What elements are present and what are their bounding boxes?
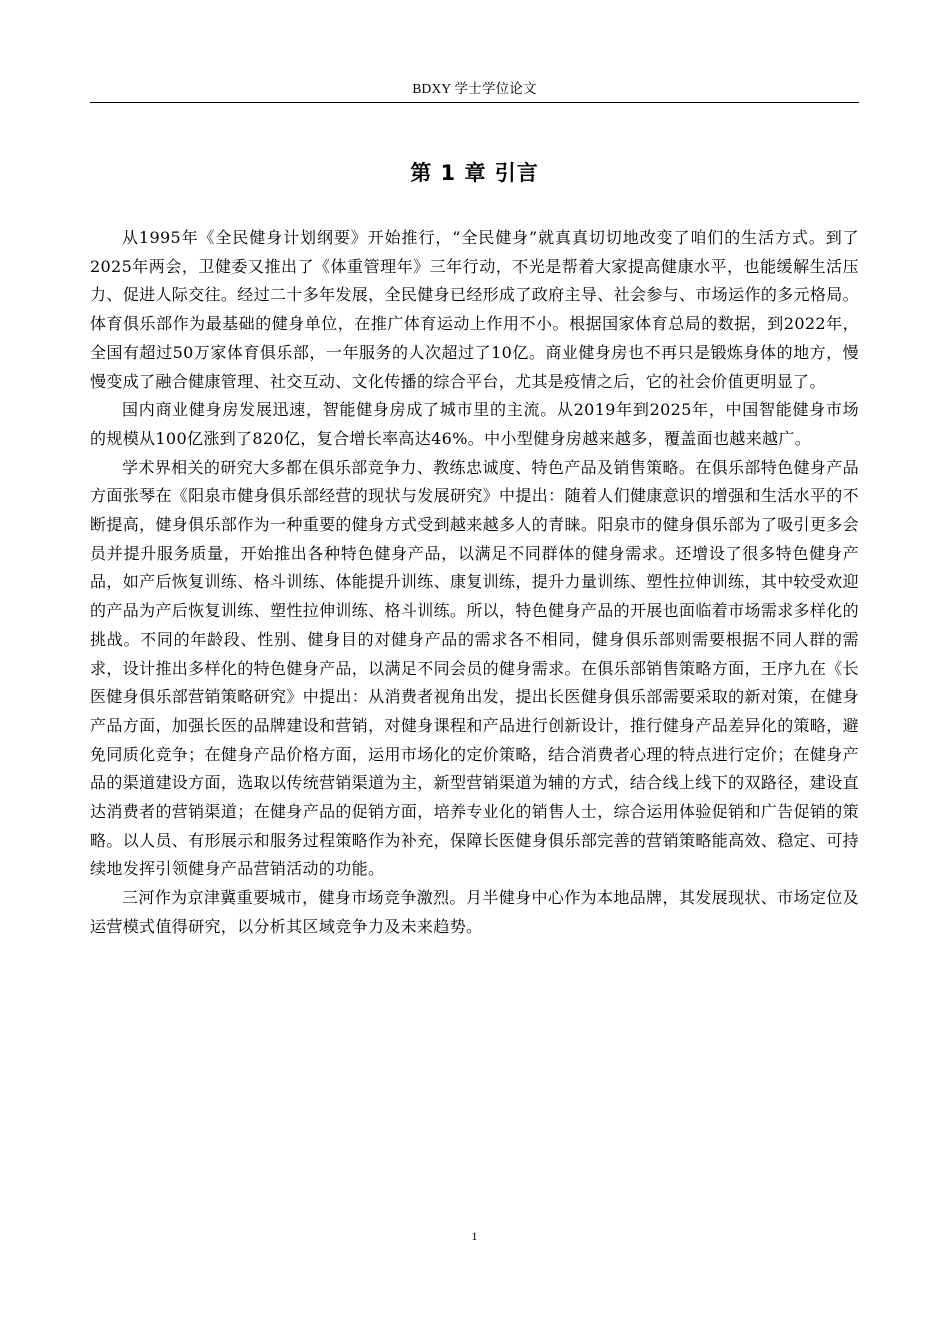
- paragraph-1: 从1995年《全民健身计划纲要》开始推行，“全民健身”就真真切切地改变了咱们的生活方式。到了2025年两会，卫健委又推出了《体重管理年》三年行动，不光是帮着大家提高健康水平，也能缓解生活压力、促进人际交往。经过二十多年发展，全民健身已经形成了政府主导、社会参与、市场运作的多元格局。体育俱乐部作为最基础的健身单位，在推广体育运动上作用不小。根据国家体育总局的数据，到2022年，全国有超过50万家体育俱乐部，一年服务的人次超过了10亿。商业健身房也不再只是锻炼身体的地方，慢慢变成了融合健康管理、社交互动、文化传播的综合平台，尤其是疫情之后，它的社会价值更明显了。: [90, 228, 859, 391]
- paragraph-3: 学术界相关的研究大多都在俱乐部竞争力、教练忠诚度、特色产品及销售策略。在俱乐部特色健身产品方面张琴在《阳泉市健身俱乐部经营的现状与发展研究》中提出：随着人们健康意识的增强和生活水平的不断提高，健身俱乐部作为一种重要的健身方式受到越来越多人的青睐。阳泉市的健身俱乐部为了吸引更多会员并提升服务质量，开始推出各种特色健身产品，以满足不同群体的健身需求。还增设了很多特色健身产品，如产后恢复训练、格斗训练、体能提升训练、康复训练，提升力量训练、塑性拉伸训练，其中较受欢迎的产品为产后恢复训练、塑性拉伸训练、格斗训练。所以，特色健身产品的开展也面临着市场需求多样化的挑战。不同的年龄段、性别、健身目的对健身产品的需求各不相同，健身俱乐部则需要根据不同人群的需求，设计推出多样化的特色健身产品，以满足不同会员的健身需求。在俱乐部销售策略方面，王序九在《长医健身俱乐部营销策略研究》中提出：从消费者视角出发，提出长医健身俱乐部需要采取的新对策，在健身产品方面，加强长医的品牌建设和营销，对健身课程和产品进行创新设计，推行健身产品差异化的策略，避免同质化竞争；在健身产品价格方面，运用市场化的定价策略，结合消费者心理的特点进行定价；在健身产品的渠道建设方面，选取以传统营销渠道为主，新型营销渠道为辅的方式，结合线上线下的双路径，建设直达消费者的营销渠道；在健身产品的促销方面，培养专业化的销售人士，综合运用体验促销和广告促销的策略。以人员、有形展示和服务过程策略作为补充，保障长医健身俱乐部完善的营销策略能高效、稳定、可持续地发挥引领健身产品营销活动的功能。: [90, 457, 859, 879]
- chapter-title: 第 1 章 引言: [410, 161, 539, 185]
- paragraph-4: 三河作为京津冀重要城市，健身市场竞争激烈。月半健身中心作为本地品牌，其发展现状、市场定位及运营模式值得研究，以分析其区域竞争力及未来趋势。: [90, 888, 859, 936]
- paragraph-2: 国内商业健身房发展迅速，智能健身房成了城市里的主流。从2019年到2025年，中国智能健身市场的规模从100亿涨到了820亿，复合增长率高达46%。中小型健身房越来越多，覆盖面也越来越广。: [90, 400, 859, 448]
- page-number: 1: [471, 1229, 478, 1243]
- body-text: [90, 224, 859, 942]
- running-header: BDXY 学士学位论文: [412, 81, 537, 96]
- header-divider: [90, 102, 859, 103]
